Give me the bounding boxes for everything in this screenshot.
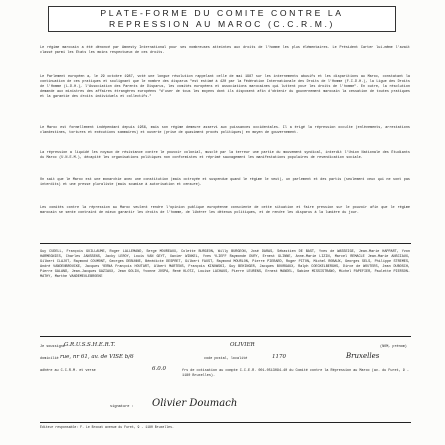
undersigned-label: Je soussigné	[40, 345, 65, 349]
footer-publisher: Éditeur responsable: F. Le Brocat avenue du Furet, 9 - 1180 Bruxelles.	[40, 425, 174, 429]
address-label: domicilié	[40, 357, 59, 361]
address-field[interactable]: rue, nr 61, av. de VISE b/6	[60, 354, 134, 360]
paragraph-2: Le Parlement européen a, le 29 octobre 1987, voté une longue résolution rappelant celle de mai 1987 sur les internements abusifs et les disparitions au Maroc, constatant la continuation de ces pratiques et soulignant que le nombre des disparus "est estimé à 420 par la Fédération Internationale des Droits de l'Homme (F.I.D.H.), la Ligue des Droits de l'Homme (L.D.H.), l'Association des Parents de Disparus, les comités européens et associations marocaines qui luttent pour les droits de l'homme". En outre, la résolution demande aux ministres des affaires étrangères européens "d'user de tous les moyens dont ils disposent afin d'obtenir du gouvernement marocain la cessation de toutes pratiques et la garantie des droits individuels et collectifs."	[40, 75, 410, 100]
separator-top	[40, 243, 411, 244]
name-field[interactable]: G.R.U.S.S.H.E.R.T.	[64, 342, 116, 348]
adhere-label: adhère au C.C.R.M. et verse	[40, 369, 96, 373]
paragraph-4: La répression a liquidé les noyaux de résistance contre le pouvoir colonial, musclé par la terreur une partie du mouvement syndical, interdit l'Union Nationale des Étudiants du Maroc (U.N.E.M.), décapité les organisations politiques non conformistes et réprimé sauvagement les manifestations populaires de revendication sociale.	[40, 151, 410, 161]
paragraph-6: Les comités contre la répression au Maroc veulent rendre l'opinion publique européenne consciente de cette situation et faire pression sur le pouvoir afin que le régime marocain se sente contraint de mieux garantir les droits de l'homme, de libérer les détenus politiques, et de rendre les disparus à la lumière du jour.	[40, 206, 410, 216]
separator-middle	[40, 336, 411, 337]
postal-field[interactable]: 1170	[272, 354, 286, 360]
title-line-1: PLATE-FORME DU COMITE CONTRE LA	[100, 8, 344, 18]
adhere-row	[40, 366, 410, 385]
signatories-list: Guy CUDELL, François GUILLAUME, Roger LALLEMAND, Serge MOUREAUX, Colette BURGEON, Willy BURGEON, José DARAS, Sébastien DE BAST, Yves de WASSEIGE, Jean-Marie HAPPART, Yvon HARMEGNIES, Charles JANSSENS, Jacky LEROY, Louis VAN GEYT, Xavier WINKEL, Yves YLIEFF Raymonde DURY, Ernest GLINNE, Anne-Marie LIZIN, Marcel REMACLE Jean-Marie ANSCIAUX, Gilbert CLAJOT, Raymond COUMONT, Georges DEBUNNE, Bénédicte DESPRET, Gilbert FAUST, Raymond MOURLON, Pierre PIERARD, Roger PITON, Michel ROBAUX, Georges SELS, Philippe STREMES, André VANDENBROUCKE, Jacques YERNA François HOUTART, Albert MARTENS, François KINOWSKI, Guy BEHINGER, Jacques BOURGAUX, Ralph COECKELBERGHS, Dirce de WOUTERS, Jean DUBOSCH, Pierre GALAND, Jean-Jacques GAZIAUX, Jean GOLIN, Yvonne JOSPA, René KLOTZ, Louise LACHAUS, Pierre LEURENS, Ernest MANDEL, Sabine MISSISTRANO, Michel PAPEFIER, Paulette PIERSON-MATHY, Marthe VANDEMEULEBROEKE	[40, 250, 410, 280]
amount-field[interactable]: 6.0.0	[152, 366, 166, 372]
paragraph-1: Le régime marocain a été dénoncé par Amnesty International pour ses nombreuses atteintes aux droits de l'homme les plus élémentaires. Le Président Carter lui-même l'avait classé parmi les États les moins respectueux de ces droits.	[40, 46, 410, 56]
title-line-2: REPRESSION AU MAROC (C.C.R.M.)	[108, 18, 335, 29]
postal-label: code postal, localité	[204, 357, 248, 361]
title-box	[48, 6, 396, 32]
firstname-field[interactable]: OLIVIER	[230, 342, 255, 348]
adhere-tail: frs de cotisation au compte C.C.E.R. 001-0513094-40 du Comité contre la Répression au Maroc (av. du Furet, 9 - 1180 Bruxelles).	[182, 369, 409, 378]
membership-form	[40, 342, 410, 385]
paragraph-5: On sait que le Maroc est une monarchie avec une constitution (mais octroyée et suspendue quand le régime le veut), un parlement et des partis (seulement ceux qui ne sont pas interdits) et une presse pluraliste (mais soumise à autorisation et censure).	[40, 178, 410, 188]
name-hint-label: (NOM, prénom)	[380, 345, 407, 349]
signature-field[interactable]: Olivier Doumach	[152, 398, 238, 409]
paragraph-3: Le Maroc est formellement indépendant depuis 1956, mais son régime demeure asservi aux puissances occidentales. Il a érigé la répression occulte (enlèvements, arrestations clandestines, tortures et exécutions sommaires) et ouverte (prise de quasiment procès politiques) en moyen de gouvernement.	[40, 126, 410, 136]
separator-bottom	[40, 422, 411, 423]
city-field[interactable]: Bruxelles	[346, 352, 380, 360]
address-row	[40, 352, 410, 369]
signature-label: signature :	[110, 405, 134, 409]
